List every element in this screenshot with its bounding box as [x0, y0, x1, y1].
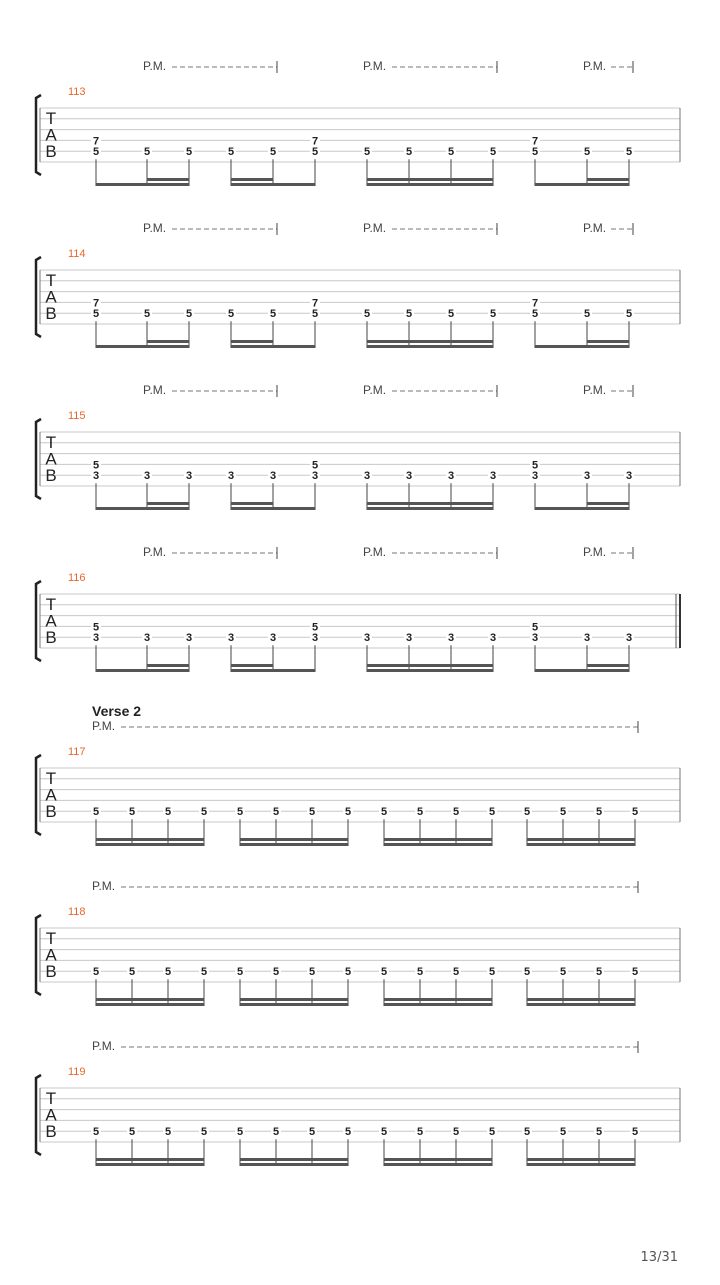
palm-mute-label: P.M. — [583, 545, 607, 559]
fret-number: 5 — [447, 308, 455, 321]
measure-number: 116 — [68, 572, 86, 584]
fret-number: 5 — [380, 1126, 388, 1139]
fret-number: 3 — [583, 632, 591, 645]
section-label-verse-2: Verse 2 — [92, 703, 142, 719]
fret-number: 5 — [311, 146, 319, 159]
beam-secondary — [527, 998, 635, 1001]
palm-mute-label: P.M. — [92, 719, 116, 733]
beam-primary — [231, 345, 315, 348]
fret-number: 5 — [405, 308, 413, 321]
tab-clef-letter-a: A — [45, 611, 57, 631]
palm-mute-label: P.M. — [583, 221, 607, 235]
beam-primary — [535, 183, 629, 186]
fret-number-upper: 5 — [311, 459, 319, 472]
beam-primary — [535, 507, 629, 510]
measure-number: 114 — [68, 248, 86, 260]
fret-number: 5 — [559, 1126, 567, 1139]
fret-number: 5 — [452, 1126, 460, 1139]
beam-primary — [367, 345, 493, 348]
fret-number: 5 — [523, 806, 531, 819]
beam-secondary — [231, 502, 273, 505]
fret-number: 5 — [416, 1126, 424, 1139]
fret-number-upper: 7 — [531, 135, 539, 148]
beam-secondary — [147, 664, 189, 667]
beam-secondary — [231, 664, 273, 667]
fret-number: 3 — [311, 632, 319, 645]
beam-secondary — [587, 502, 629, 505]
fret-number: 5 — [523, 1126, 531, 1139]
fret-number: 5 — [92, 966, 100, 979]
tab-clef-letter-t: T — [45, 109, 57, 128]
fret-number: 5 — [128, 966, 136, 979]
beam-secondary — [147, 340, 189, 343]
fret-number: 5 — [559, 806, 567, 819]
beam-primary — [231, 183, 315, 186]
palm-mute-label: P.M. — [143, 545, 167, 559]
fret-number: 5 — [488, 966, 496, 979]
fret-number: 3 — [447, 632, 455, 645]
beam-secondary — [367, 664, 493, 667]
beam-secondary — [384, 1158, 492, 1161]
palm-mute-label: P.M. — [363, 545, 387, 559]
beam-primary — [535, 345, 629, 348]
fret-number: 5 — [595, 1126, 603, 1139]
fret-number: 5 — [236, 966, 244, 979]
fret-number: 3 — [227, 632, 235, 645]
beam-secondary — [231, 178, 273, 181]
fret-number: 5 — [272, 806, 280, 819]
fret-number: 5 — [200, 1126, 208, 1139]
palm-mute-label: P.M. — [363, 383, 387, 397]
beam-primary — [231, 669, 315, 672]
beam-secondary — [367, 178, 493, 181]
fret-number: 5 — [344, 806, 352, 819]
beam-primary — [527, 843, 635, 846]
tab-clef-letter-a: A — [45, 449, 57, 469]
beam-secondary — [587, 178, 629, 181]
fret-number: 3 — [531, 470, 539, 483]
beam-primary — [367, 669, 493, 672]
fret-number: 3 — [625, 632, 633, 645]
fret-number: 5 — [200, 806, 208, 819]
fret-number: 3 — [447, 470, 455, 483]
fret-number: 3 — [489, 632, 497, 645]
beam-secondary — [147, 178, 189, 181]
fret-number: 5 — [311, 308, 319, 321]
palm-mute-label: P.M. — [363, 221, 387, 235]
fret-number-upper: 7 — [92, 297, 100, 310]
beam-secondary — [96, 1158, 204, 1161]
fret-number: 5 — [416, 806, 424, 819]
fret-number: 3 — [363, 470, 371, 483]
tab-clef-letter-b: B — [45, 802, 57, 821]
fret-number: 5 — [269, 308, 277, 321]
fret-number: 5 — [236, 806, 244, 819]
tab-clef-letter-a: A — [45, 1105, 57, 1125]
fret-number-upper: 7 — [311, 297, 319, 310]
fret-number: 5 — [363, 308, 371, 321]
fret-number: 5 — [143, 308, 151, 321]
fret-number: 5 — [523, 966, 531, 979]
palm-mute-label: P.M. — [583, 59, 607, 73]
fret-number: 5 — [447, 146, 455, 159]
fret-number: 3 — [269, 470, 277, 483]
fret-number: 5 — [488, 1126, 496, 1139]
fret-number: 5 — [559, 966, 567, 979]
beam-primary — [96, 1003, 204, 1006]
fret-number: 3 — [583, 470, 591, 483]
fret-number-upper: 5 — [531, 459, 539, 472]
palm-mute-label: P.M. — [583, 383, 607, 397]
fret-number: 5 — [344, 1126, 352, 1139]
tab-clef-letter-a: A — [45, 945, 57, 965]
tab-clef-letter-t: T — [45, 769, 57, 788]
page-number: 13/31 — [640, 1250, 678, 1265]
fret-number: 5 — [380, 806, 388, 819]
beam-secondary — [587, 340, 629, 343]
fret-number: 5 — [236, 1126, 244, 1139]
fret-number: 5 — [625, 146, 633, 159]
beam-primary — [527, 1003, 635, 1006]
fret-number: 5 — [625, 308, 633, 321]
beam-primary — [367, 183, 493, 186]
fret-number: 3 — [625, 470, 633, 483]
palm-mute-label: P.M. — [363, 59, 387, 73]
fret-number: 5 — [227, 308, 235, 321]
fret-number: 5 — [185, 308, 193, 321]
fret-number-upper: 5 — [311, 621, 319, 634]
fret-number: 5 — [489, 146, 497, 159]
fret-number: 3 — [489, 470, 497, 483]
fret-number: 3 — [363, 632, 371, 645]
beam-primary — [96, 507, 189, 510]
tab-clef-letter-b: B — [45, 628, 57, 647]
beam-secondary — [240, 998, 348, 1001]
fret-number: 5 — [595, 966, 603, 979]
fret-number: 5 — [227, 146, 235, 159]
tab-clef-letter-b: B — [45, 1122, 57, 1141]
fret-number: 5 — [531, 146, 539, 159]
tab-clef-letter-b: B — [45, 962, 57, 981]
palm-mute-label: P.M. — [143, 383, 167, 397]
beam-primary — [96, 345, 189, 348]
fret-number: 5 — [380, 966, 388, 979]
fret-number-upper: 5 — [92, 459, 100, 472]
beam-primary — [240, 843, 348, 846]
fret-number: 5 — [308, 966, 316, 979]
beam-primary — [527, 1163, 635, 1166]
beam-secondary — [384, 998, 492, 1001]
beam-primary — [384, 843, 492, 846]
beam-secondary — [527, 1158, 635, 1161]
fret-number: 3 — [92, 632, 100, 645]
fret-number: 5 — [143, 146, 151, 159]
fret-number: 3 — [405, 632, 413, 645]
beam-primary — [96, 843, 204, 846]
fret-number: 5 — [128, 806, 136, 819]
beam-secondary — [240, 1158, 348, 1161]
fret-number-upper: 7 — [92, 135, 100, 148]
beam-primary — [384, 1003, 492, 1006]
fret-number: 5 — [531, 308, 539, 321]
fret-number: 5 — [363, 146, 371, 159]
fret-number: 5 — [164, 806, 172, 819]
fret-number: 5 — [631, 806, 639, 819]
fret-number-upper: 5 — [531, 621, 539, 634]
beam-primary — [367, 507, 493, 510]
fret-number: 5 — [92, 146, 100, 159]
beam-secondary — [367, 340, 493, 343]
palm-mute-label: P.M. — [143, 59, 167, 73]
beam-primary — [96, 1163, 204, 1166]
beam-primary — [240, 1163, 348, 1166]
beam-secondary — [96, 998, 204, 1001]
fret-number: 5 — [416, 966, 424, 979]
fret-number: 5 — [344, 966, 352, 979]
fret-number: 5 — [200, 966, 208, 979]
fret-number: 3 — [143, 632, 151, 645]
tab-clef-letter-b: B — [45, 142, 57, 161]
fret-number: 3 — [227, 470, 235, 483]
fret-number: 3 — [143, 470, 151, 483]
beam-secondary — [231, 340, 273, 343]
beam-primary — [96, 183, 189, 186]
palm-mute-label: P.M. — [92, 1039, 116, 1053]
beam-secondary — [367, 502, 493, 505]
fret-number: 5 — [452, 806, 460, 819]
measure-number: 113 — [68, 86, 86, 98]
fret-number: 3 — [269, 632, 277, 645]
fret-number: 5 — [92, 806, 100, 819]
fret-number: 5 — [164, 966, 172, 979]
palm-mute-label: P.M. — [92, 879, 116, 893]
fret-number: 5 — [164, 1126, 172, 1139]
fret-number: 5 — [488, 806, 496, 819]
fret-number-upper: 5 — [92, 621, 100, 634]
tab-clef-letter-t: T — [45, 433, 57, 452]
fret-number: 5 — [308, 806, 316, 819]
fret-number: 5 — [595, 806, 603, 819]
tab-clef-letter-t: T — [45, 271, 57, 290]
fret-number: 5 — [631, 1126, 639, 1139]
fret-number: 5 — [405, 146, 413, 159]
tab-clef-letter-t: T — [45, 929, 57, 948]
fret-number: 5 — [128, 1126, 136, 1139]
measure-number: 118 — [68, 906, 86, 918]
fret-number: 3 — [311, 470, 319, 483]
beam-primary — [384, 1163, 492, 1166]
beam-primary — [231, 507, 315, 510]
beam-secondary — [96, 838, 204, 841]
beam-primary — [535, 669, 629, 672]
fret-number: 5 — [631, 966, 639, 979]
fret-number: 3 — [185, 470, 193, 483]
fret-number: 5 — [583, 308, 591, 321]
fret-number: 3 — [531, 632, 539, 645]
beam-secondary — [587, 664, 629, 667]
tab-clef-letter-b: B — [45, 304, 57, 323]
fret-number: 5 — [489, 308, 497, 321]
measure-number: 119 — [68, 1066, 86, 1078]
tab-clef-letter-t: T — [45, 1089, 57, 1108]
fret-number-upper: 7 — [531, 297, 539, 310]
beam-secondary — [527, 838, 635, 841]
fret-number: 5 — [272, 1126, 280, 1139]
beam-secondary — [147, 502, 189, 505]
tab-clef-letter-t: T — [45, 595, 57, 614]
beam-secondary — [384, 838, 492, 841]
fret-number: 5 — [308, 1126, 316, 1139]
measure-number: 117 — [68, 746, 86, 758]
fret-number: 5 — [185, 146, 193, 159]
beam-primary — [240, 1003, 348, 1006]
fret-number: 5 — [269, 146, 277, 159]
fret-number-upper: 7 — [311, 135, 319, 148]
fret-number: 3 — [92, 470, 100, 483]
fret-number: 5 — [583, 146, 591, 159]
tab-clef-letter-a: A — [45, 125, 57, 145]
palm-mute-label: P.M. — [143, 221, 167, 235]
fret-number: 3 — [185, 632, 193, 645]
tab-clef-letter-a: A — [45, 785, 57, 805]
beam-primary — [96, 669, 189, 672]
fret-number: 5 — [272, 966, 280, 979]
beam-secondary — [240, 838, 348, 841]
fret-number: 5 — [92, 308, 100, 321]
tab-clef-letter-a: A — [45, 287, 57, 307]
measure-number: 115 — [68, 410, 86, 422]
fret-number: 5 — [452, 966, 460, 979]
fret-number: 3 — [405, 470, 413, 483]
tab-clef-letter-b: B — [45, 466, 57, 485]
fret-number: 5 — [92, 1126, 100, 1139]
